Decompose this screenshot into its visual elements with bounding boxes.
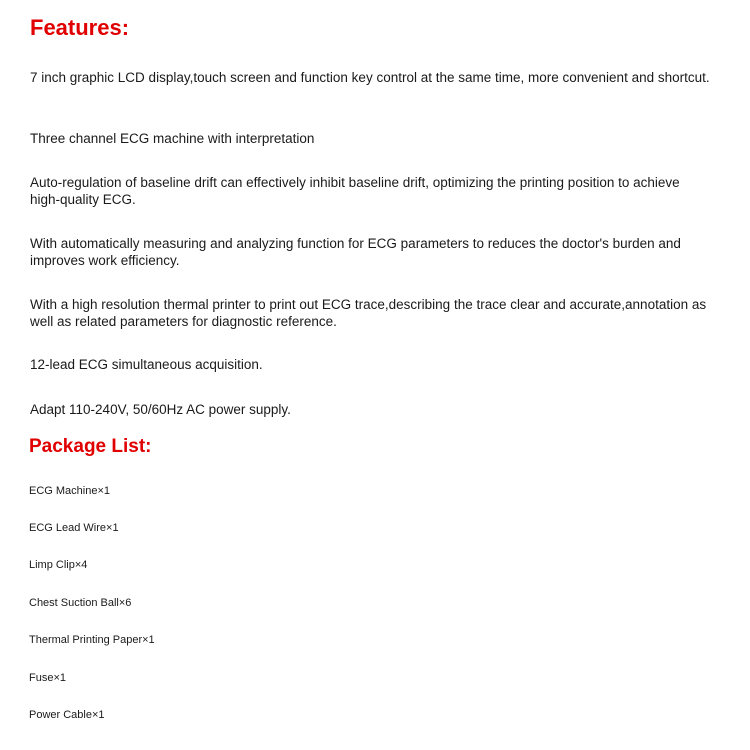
package-item: Chest Suction Ball×6 [29,597,132,609]
feature-item: Adapt 110-240V, 50/60Hz AC power supply. [30,402,291,417]
package-item: Fuse×1 [29,672,66,684]
feature-item: Auto-regulation of baseline drift can effectively inhibit baseline drift, optimizing the printing position to achieve high-quality ECG. [30,175,680,207]
package-item: Power Cable×1 [29,709,105,721]
feature-item: With a high resolution thermal printer to print out ECG trace,describing the trace clear and accurate,annotation as well as related parameters for diagnostic reference. [30,297,707,329]
package-item: Limp Clip×4 [29,559,88,571]
features-heading: Features: [30,15,130,40]
feature-item: Three channel ECG machine with interpretation [30,131,315,146]
feature-item: With automatically measuring and analyzing function for ECG parameters to reduces the doctor's burden and improves work efficiency. [30,236,681,268]
package-list-heading: Package List: [29,436,152,457]
feature-item: 12-lead ECG simultaneous acquisition. [30,357,263,372]
feature-item: 7 inch graphic LCD display,touch screen and function key control at the same time, more convenient and shortcut. [30,70,710,85]
package-item: Thermal Printing Paper×1 [29,634,155,646]
package-item: ECG Lead Wire×1 [29,522,119,534]
package-item: ECG Machine×1 [29,485,111,497]
